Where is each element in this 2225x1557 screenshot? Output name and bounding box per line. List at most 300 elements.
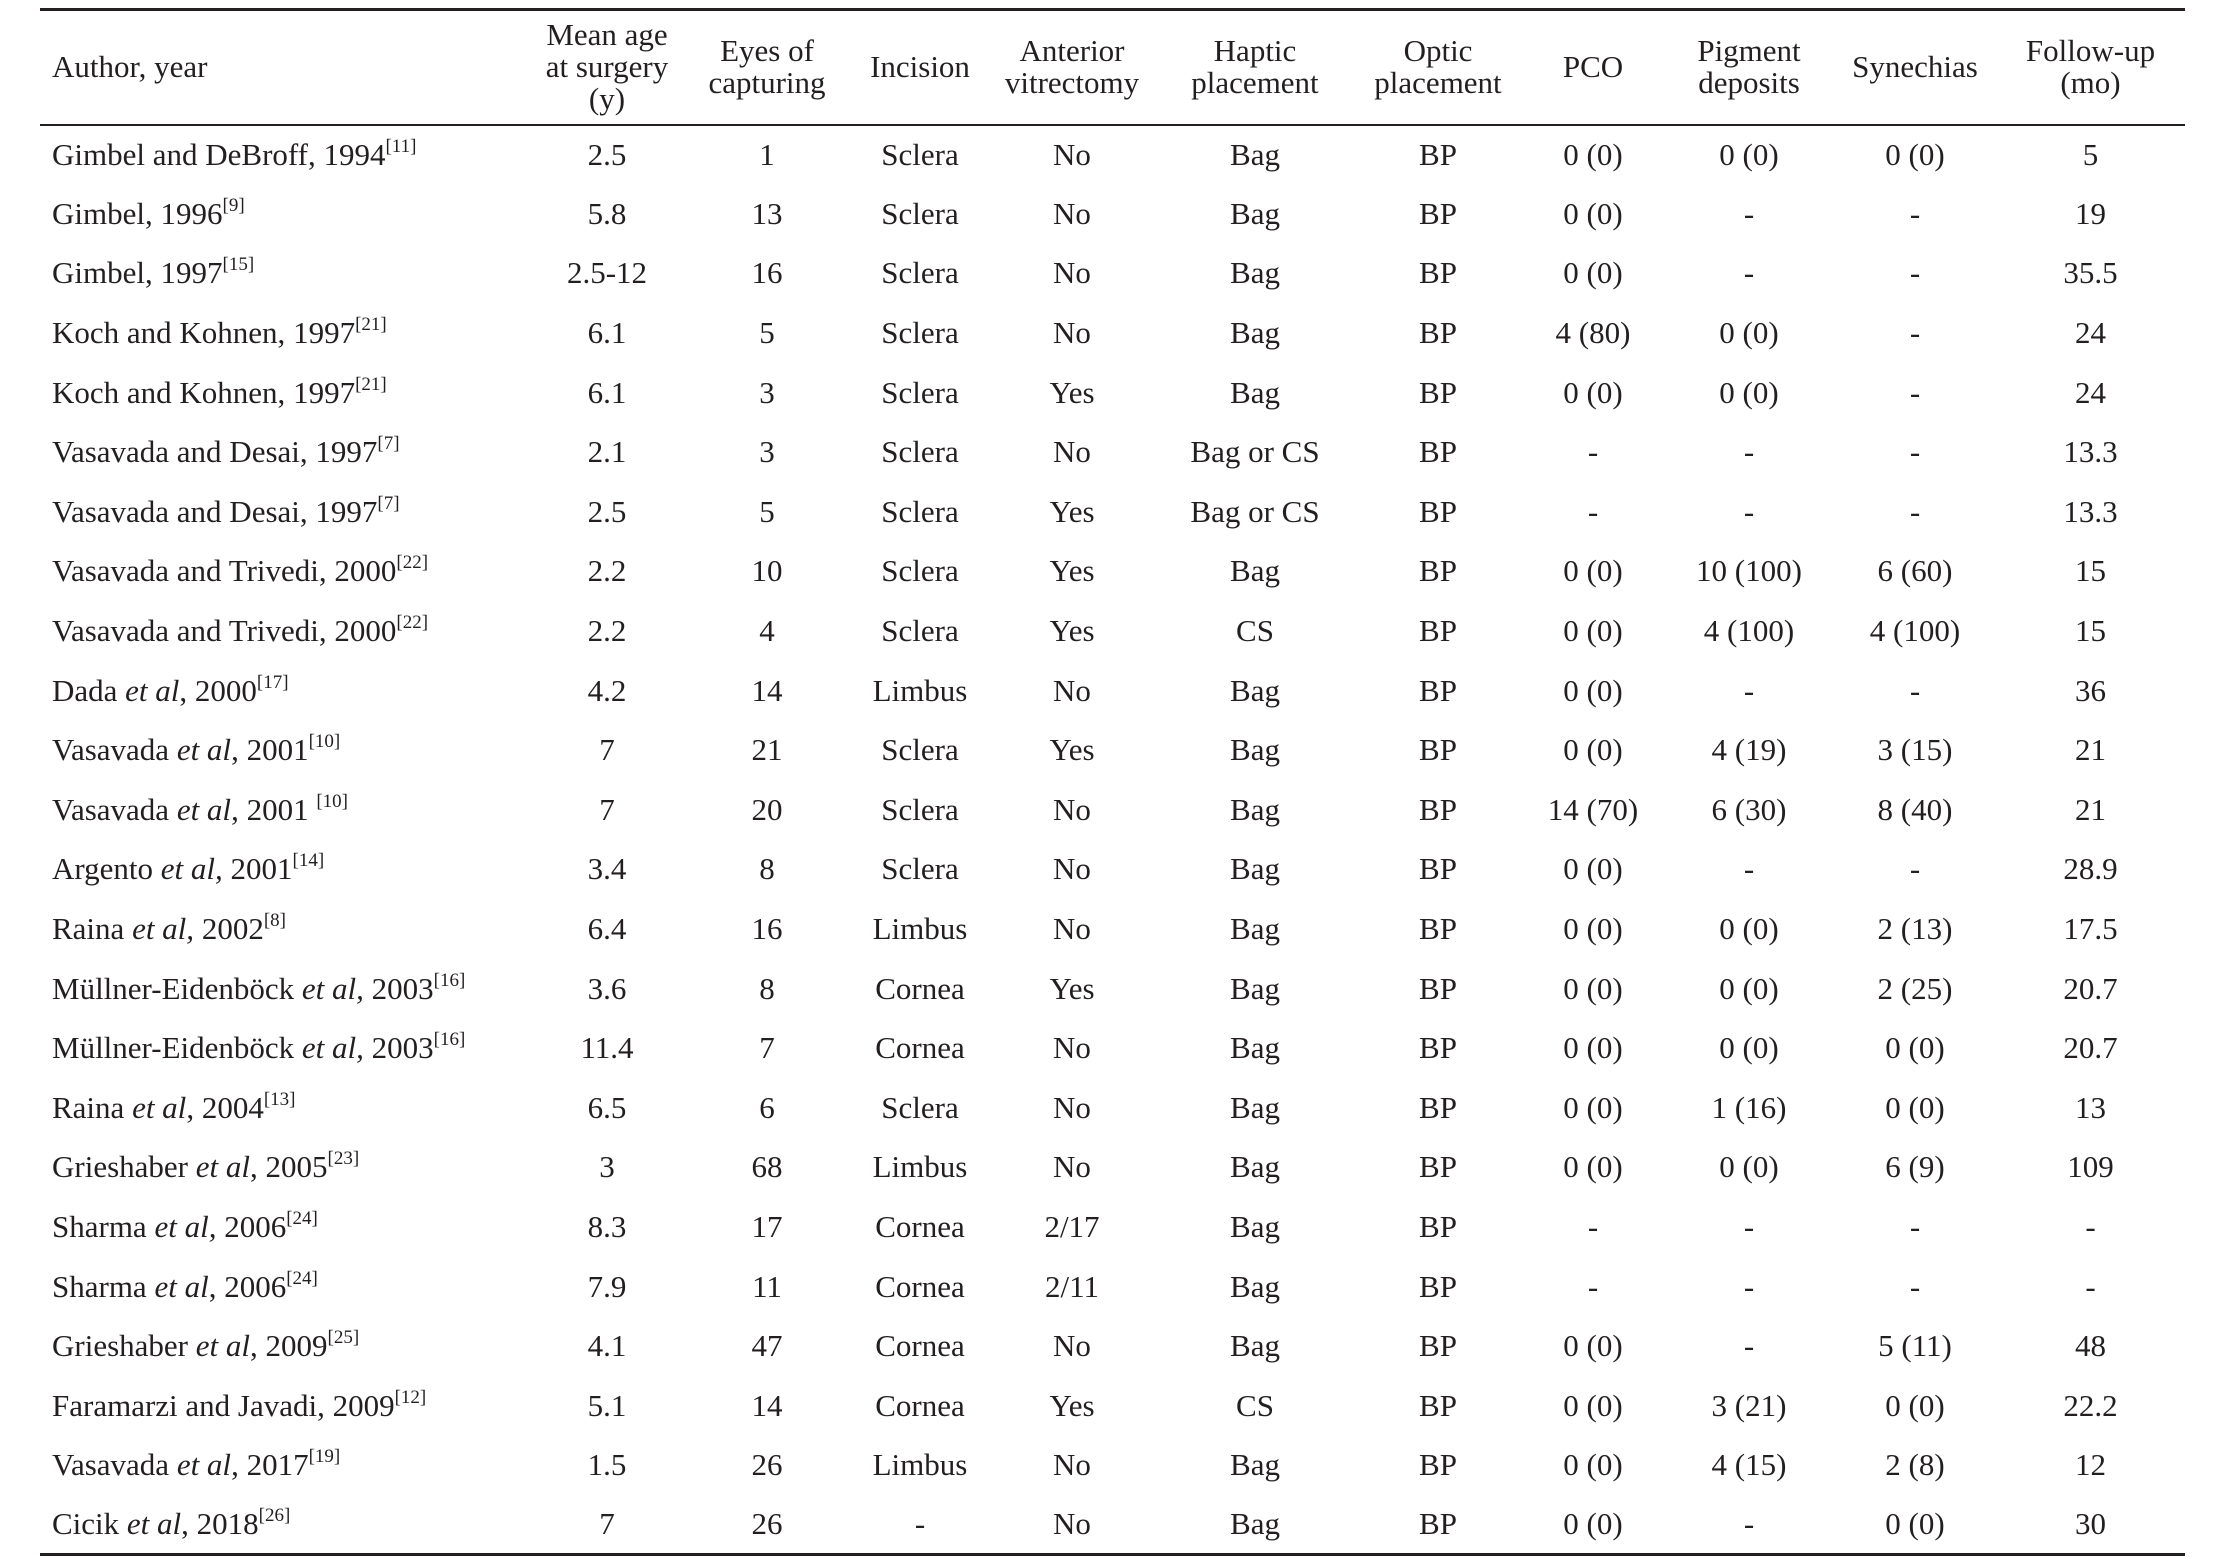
table-cell: Yes (1049, 970, 1095, 1006)
table-cell: 0 (0) (1522, 1495, 1664, 1555)
author-name: Gimbel, (52, 255, 161, 291)
table-cell: 10 (100) (1696, 553, 1802, 589)
table-cell: 4 (759, 613, 775, 649)
table-cell: Bag (1156, 1495, 1354, 1555)
table-cell: Bag (1230, 315, 1280, 351)
table-cell: 11 (752, 1268, 782, 1304)
table-cell: No (1053, 195, 1091, 231)
table-cell: - (1664, 1495, 1834, 1555)
table-cell: Sclera (881, 315, 959, 351)
reference-superscript: [22] (396, 552, 429, 574)
table-cell: 0 (0) (1719, 1030, 1779, 1066)
table-cell: Bag (1230, 1030, 1280, 1066)
author-year: 2009 (332, 1387, 395, 1423)
table-row (40, 720, 2185, 780)
table-cell: 26 (751, 1447, 783, 1483)
table-cell: - (1909, 434, 1921, 470)
table-cell: 4 (100) (1869, 613, 1961, 649)
table-cell: 0 (0) (1719, 911, 1779, 947)
author-name: Raina (52, 1089, 133, 1125)
author-year: 2003 (363, 970, 434, 1006)
table-cell: 7 (599, 791, 615, 827)
table-cell: 0 (0) (1834, 1495, 1996, 1555)
table-cell: No (1053, 1447, 1091, 1483)
table-cell: 0 (0) (1885, 136, 1945, 172)
author-cell (40, 1495, 532, 1555)
table-cell: 14 (70) (1547, 791, 1639, 827)
table-cell: BP (1419, 1030, 1457, 1066)
table-cell: 17.5 (2063, 911, 2118, 947)
et-al-text: et al (176, 1447, 232, 1483)
table-cell: Limbus (872, 672, 968, 708)
author-year: 1997 (160, 255, 223, 291)
table-cell: - (1743, 434, 1755, 470)
table-cell: 6 (30) (1711, 791, 1787, 827)
table-cell: Yes (1049, 493, 1095, 529)
table-cell: 0 (0) (1563, 1089, 1623, 1125)
author-cell (40, 661, 532, 721)
table-row (40, 780, 2185, 840)
author-name: Vasavada and Trivedi, (52, 613, 335, 649)
table-cell: CS (1236, 613, 1274, 649)
table-cell: Limbus (872, 1447, 968, 1483)
table-cell: - (1587, 1208, 1599, 1244)
table-cell: Sclera (881, 1089, 959, 1125)
table-cell: 14 (751, 1387, 783, 1423)
table-cell: BP (1419, 1268, 1457, 1304)
table-cell: 0 (0) (1719, 374, 1779, 410)
author-cell (40, 1078, 532, 1138)
table-cell: Bag (1230, 1089, 1280, 1125)
author-year: 2001 (222, 851, 293, 887)
author-cell (40, 720, 532, 780)
table-cell: 19 (2075, 195, 2106, 231)
author-name: Vasavada (52, 732, 177, 768)
reference-superscript: [25] (327, 1327, 360, 1349)
table-cell: 11.4 (580, 1030, 634, 1066)
table-cell: 1.5 (587, 1447, 627, 1483)
table-cell: 20.7 (2063, 1030, 2118, 1066)
table-cell: 47 (751, 1328, 783, 1364)
table-cell: Bag (1230, 970, 1280, 1006)
table-cell: 5 (759, 315, 775, 351)
et-al-text: et al, (160, 851, 223, 887)
table-row (40, 959, 2185, 1019)
table-cell: 6.4 (587, 911, 627, 947)
table-cell: 7.9 (587, 1268, 627, 1304)
author-name: Sharma (52, 1268, 155, 1304)
author-cell (40, 780, 532, 840)
column-header: Pigment deposits (1664, 10, 1834, 125)
table-cell: BP (1419, 970, 1457, 1006)
table-cell: - (1587, 493, 1599, 529)
author-name: Vasavada (52, 791, 177, 827)
table-cell: BP (1419, 374, 1457, 410)
table-cell: 13.3 (2063, 434, 2118, 470)
author-cell (40, 1376, 532, 1436)
table-body (40, 125, 2185, 1555)
et-al-text: et al (125, 672, 180, 708)
column-header: Anterior vitrectomy (988, 10, 1156, 125)
table-cell: 7 (599, 732, 615, 768)
table-cell: Bag or CS (1190, 434, 1320, 470)
table-cell: - (1909, 493, 1921, 529)
table-cell: No (1053, 791, 1091, 827)
table-cell: 5 (759, 493, 775, 529)
author-year: , 2004 (186, 1089, 264, 1125)
table-cell: 5.8 (587, 195, 627, 231)
column-header: Synechias (1834, 10, 1996, 125)
author-cell (40, 184, 532, 244)
reference-superscript: [10] (316, 790, 348, 812)
table-cell: 8 (759, 970, 775, 1006)
table-cell: 4.2 (587, 672, 627, 708)
table-cell: 20 (751, 791, 783, 827)
table-cell: 0 (0) (1563, 970, 1623, 1006)
table-cell: Cornea (875, 970, 965, 1006)
et-al-text: et al, (301, 1030, 364, 1066)
table-cell: 0 (0) (1563, 732, 1623, 768)
table-row (40, 661, 2185, 721)
table-cell: 13 (2075, 1089, 2106, 1125)
author-name: Argento (52, 851, 161, 887)
table-row (40, 1316, 2185, 1376)
table-cell: Bag (1230, 1208, 1280, 1244)
table-cell: 2.1 (587, 434, 627, 470)
reference-superscript: [15] (222, 254, 255, 276)
table-cell: 2 (13) (1877, 911, 1953, 947)
table-row (40, 363, 2185, 423)
author-name: Gimbel and DeBroff, (52, 136, 324, 172)
table-cell: 2.2 (587, 553, 627, 589)
table-row (40, 1436, 2185, 1496)
table-cell: - (1743, 1208, 1755, 1244)
table-cell: 15 (2075, 553, 2106, 589)
table-cell: 24 (2075, 374, 2106, 410)
table-cell: 0 (0) (1719, 1149, 1779, 1185)
author-cell (40, 959, 532, 1019)
table-cell: 36 (2075, 672, 2106, 708)
table-cell: BP (1419, 315, 1457, 351)
reference-superscript: [21] (355, 373, 387, 395)
reference-superscript: [24] (286, 1267, 318, 1289)
table-row (40, 1257, 2185, 1317)
author-cell (40, 1018, 532, 1078)
table-cell: - (1743, 672, 1755, 708)
table-cell: 3 (599, 1149, 615, 1185)
author-year: 1997 (315, 434, 378, 470)
table-cell: - (1909, 374, 1921, 410)
table-cell: - (1909, 672, 1921, 708)
table-cell: BP (1419, 1328, 1457, 1364)
table-cell: BP (1419, 851, 1457, 887)
table-cell: BP (1419, 1387, 1457, 1423)
author-name: Koch and Kohnen, (52, 315, 294, 351)
reference-superscript: [19] (308, 1446, 341, 1468)
table-row (40, 184, 2185, 244)
table-cell: No (1053, 672, 1091, 708)
reference-superscript: [9] (222, 194, 245, 216)
table-cell: 20.7 (2063, 970, 2118, 1006)
table-cell: Bag (1230, 195, 1280, 231)
table-cell: Bag (1230, 1447, 1280, 1483)
reference-superscript: [12] (394, 1386, 427, 1408)
table-cell: Sclera (881, 255, 959, 291)
table-cell: 4 (80) (1555, 315, 1631, 351)
table-cell: 12 (2075, 1447, 2106, 1483)
table-cell: 0 (0) (1563, 851, 1623, 887)
author-name: Müllner-Eidenböck (52, 970, 302, 1006)
et-al-text: et al, (301, 970, 364, 1006)
table-row (40, 601, 2185, 661)
author-name: Gimbel, (52, 195, 161, 231)
author-cell (40, 422, 532, 482)
author-cell (40, 482, 532, 542)
table-cell: No (1053, 255, 1091, 291)
reference-superscript: [22] (396, 612, 429, 634)
table-cell: - (1743, 493, 1755, 529)
author-year: 2000 (334, 613, 397, 649)
table-cell: No (988, 1495, 1156, 1555)
author-cell (40, 363, 532, 423)
table-cell: 5 (2082, 136, 2099, 172)
table-row (40, 1018, 2185, 1078)
table-cell: 0 (0) (1563, 1387, 1623, 1423)
column-header: PCO (1522, 10, 1664, 125)
table-cell: 4 (100) (1703, 613, 1795, 649)
table-cell: Sclera (881, 195, 959, 231)
table-cell: Bag (1230, 851, 1280, 887)
table-cell: 0 (0) (1563, 1328, 1623, 1364)
reference-superscript: [17] (256, 671, 289, 693)
author-name: Vasavada and Desai, (52, 493, 316, 529)
table-cell: Cornea (875, 1328, 965, 1364)
table-cell: 2.5-12 (566, 255, 648, 291)
table-cell: Yes (1049, 1387, 1095, 1423)
author-name: Müllner-Eidenböck (52, 1030, 302, 1066)
table-cell: 7 (759, 1030, 775, 1066)
table-cell: Bag (1230, 911, 1280, 947)
table-cell: 4 (19) (1711, 732, 1787, 768)
table-cell: 0 (0) (1563, 553, 1623, 589)
table-cell: BP (1419, 732, 1457, 768)
table-cell: BP (1419, 255, 1457, 291)
table-cell: Cornea (875, 1208, 965, 1244)
author-year: , 2000 (179, 672, 257, 708)
table-cell: BP (1419, 136, 1457, 172)
table-cell: 13.3 (2063, 493, 2118, 529)
author-year: , 2018 (181, 1506, 259, 1542)
table-cell: 8 (40) (1877, 791, 1953, 827)
table-cell: 4.1 (587, 1328, 627, 1364)
table-row (40, 303, 2185, 363)
table-cell: 6 (9) (1885, 1149, 1945, 1185)
table-cell: 3 (15) (1877, 732, 1953, 768)
table-cell: BP (1419, 613, 1457, 649)
table-cell: 0 (0) (1719, 136, 1779, 172)
table-cell: BP (1419, 1208, 1457, 1244)
table-cell: 0 (0) (1719, 970, 1779, 1006)
table-cell: 3 (21) (1711, 1387, 1787, 1423)
table-cell: Sclera (881, 493, 959, 529)
table-cell: Cornea (875, 1030, 965, 1066)
table-cell: Sclera (881, 553, 959, 589)
table-row (40, 1495, 2185, 1555)
author-cell (40, 840, 532, 900)
author-name: Grieshaber (52, 1328, 196, 1364)
author-year: 1997 (315, 493, 378, 529)
table-row (40, 1197, 2185, 1257)
table-cell: - (852, 1495, 988, 1555)
table-cell: 3.4 (587, 851, 627, 887)
table-cell: BP (1354, 1495, 1522, 1555)
author-year: , 2001 (231, 732, 309, 768)
table-cell: 3.6 (587, 970, 627, 1006)
table-cell: - (1743, 255, 1755, 291)
author-name: Sharma (52, 1208, 155, 1244)
table-cell: 2 (25) (1877, 970, 1953, 1006)
et-al-text: et al (176, 791, 232, 827)
author-cell (40, 542, 532, 602)
table-row (40, 1376, 2185, 1436)
reference-superscript: [23] (327, 1148, 360, 1170)
table-cell: No (1053, 434, 1091, 470)
table-cell: 0 (0) (1563, 1149, 1623, 1185)
table-cell: 0 (0) (1563, 136, 1623, 172)
author-cell (40, 1138, 532, 1198)
table-cell: - (1587, 434, 1599, 470)
author-year: 1997 (293, 315, 356, 351)
table-cell: Bag (1230, 1149, 1280, 1185)
reference-superscript: [16] (433, 1029, 466, 1051)
table-cell: - (2085, 1208, 2096, 1244)
table-cell: 21 (751, 732, 783, 768)
table-cell: 0 (0) (1563, 672, 1623, 708)
author-year: , 2017 (231, 1447, 309, 1483)
table-cell: 30 (1996, 1495, 2185, 1555)
table-cell: 0 (0) (1885, 1030, 1945, 1066)
author-cell (40, 244, 532, 304)
table-cell: 0 (0) (1885, 1387, 1945, 1423)
table-row (40, 1138, 2185, 1198)
table-cell: No (1053, 851, 1091, 887)
table-cell: 0 (0) (1563, 374, 1623, 410)
table-cell: 5 (11) (1878, 1328, 1952, 1364)
et-al-text: et al (154, 1268, 209, 1304)
table-cell: Bag (1230, 1328, 1280, 1364)
et-al-text: et al (195, 1149, 250, 1185)
table-cell: 8 (759, 851, 775, 887)
author-name: Faramarzi and Javadi, (52, 1387, 333, 1423)
table-cell: Sclera (881, 374, 959, 410)
table-cell: No (1053, 1089, 1091, 1125)
table-cell: 21 (2075, 791, 2106, 827)
table-cell: BP (1419, 911, 1457, 947)
table-cell: 0 (0) (1885, 1089, 1945, 1125)
table-cell: 10 (751, 553, 783, 589)
table-cell: Bag (1230, 553, 1280, 589)
table-cell: - (1909, 195, 1921, 231)
table-cell: BP (1419, 791, 1457, 827)
author-year: , 2001 (231, 791, 317, 827)
reference-superscript: [10] (308, 731, 341, 753)
author-cell (40, 303, 532, 363)
table-cell: No (1053, 136, 1091, 172)
table-cell: 5.1 (587, 1387, 627, 1423)
table-cell: BP (1419, 672, 1457, 708)
table-row (40, 542, 2185, 602)
author-year: , 2009 (250, 1328, 328, 1364)
table-cell: 0 (0) (1563, 1030, 1623, 1066)
author-year: 1997 (293, 374, 356, 410)
table-row (40, 244, 2185, 304)
reference-superscript: [24] (286, 1207, 318, 1229)
table-cell: Bag (1230, 672, 1280, 708)
reference-superscript: [21] (355, 314, 387, 336)
author-year: 2003 (363, 1030, 434, 1066)
table-cell: 1 (759, 136, 775, 172)
table-cell: 3 (759, 374, 775, 410)
table-cell: Sclera (881, 732, 959, 768)
author-name: Vasavada (52, 1447, 177, 1483)
table-cell: 2 (8) (1885, 1447, 1945, 1483)
author-name: Raina (52, 911, 133, 947)
author-cell (40, 1257, 532, 1317)
table-cell: 22.2 (2063, 1387, 2118, 1423)
table-cell: 48 (2075, 1328, 2106, 1364)
table-cell: - (1743, 195, 1755, 231)
column-header: Follow-up (mo) (1996, 10, 2185, 125)
table-cell: Bag (1230, 791, 1280, 827)
table-cell: - (1909, 1268, 1921, 1304)
table-cell: Limbus (872, 1149, 968, 1185)
table-row (40, 1078, 2185, 1138)
table-cell: Bag (1230, 136, 1280, 172)
table-cell: No (1053, 1149, 1091, 1185)
table-cell: Sclera (881, 434, 959, 470)
table-cell: - (1587, 1268, 1599, 1304)
table-cell: Yes (1049, 732, 1095, 768)
table-cell: - (1909, 315, 1921, 351)
table-cell: 28.9 (2063, 851, 2118, 887)
table-cell: Sclera (881, 613, 959, 649)
et-al-text: et al (126, 1506, 182, 1542)
table-cell: Bag (1230, 255, 1280, 291)
table-cell: 21 (2075, 732, 2106, 768)
reference-superscript: [11] (385, 135, 417, 157)
table-cell: 6 (759, 1089, 775, 1125)
table-cell: BP (1419, 195, 1457, 231)
table-row (40, 422, 2185, 482)
table-cell: Sclera (881, 851, 959, 887)
table-cell: 6 (60) (1877, 553, 1953, 589)
et-al-text: et al (195, 1328, 250, 1364)
et-al-text: et al, (132, 911, 195, 947)
table-cell: Yes (1049, 374, 1095, 410)
reference-superscript: [14] (292, 850, 325, 872)
table-cell: 2/11 (1045, 1268, 1099, 1304)
author-name: Dada (52, 672, 126, 708)
author-name: Vasavada and Trivedi, (52, 553, 335, 589)
table-cell: - (1909, 1208, 1921, 1244)
table-cell: BP (1419, 1089, 1457, 1125)
table-cell: 4 (15) (1711, 1447, 1787, 1483)
column-header: Incision (852, 10, 988, 125)
table-cell: - (1743, 1328, 1755, 1364)
table-cell: Bag (1230, 1268, 1280, 1304)
table-cell: Limbus (872, 911, 968, 947)
table-cell: No (1053, 1328, 1091, 1364)
